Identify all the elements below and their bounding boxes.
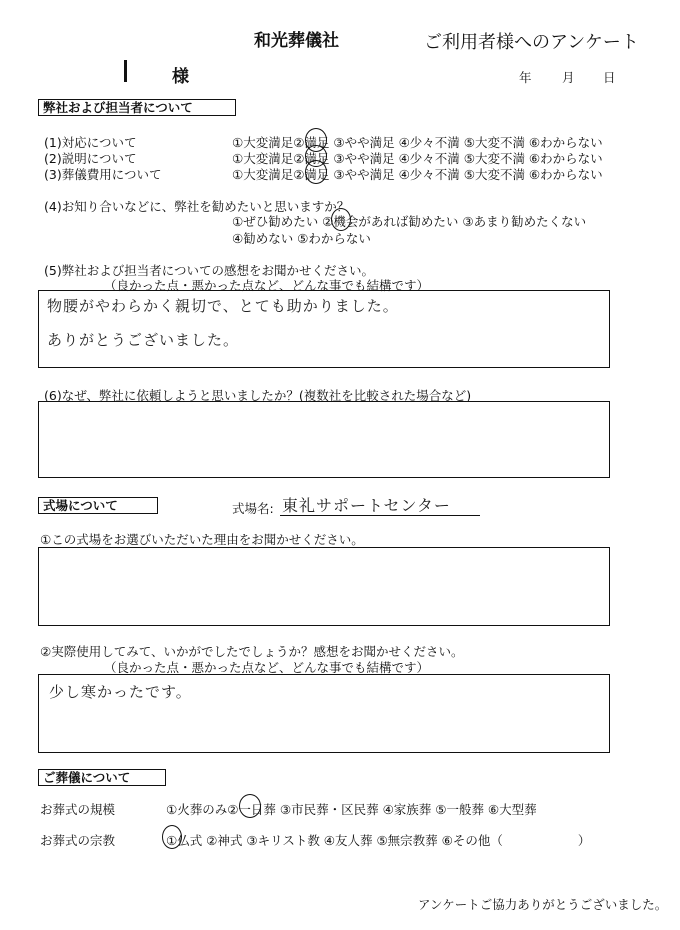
venue-q2-answer: 少し寒かったです。 xyxy=(49,683,192,701)
scale-label: お葬式の規模 xyxy=(40,802,116,817)
q6-label: (6)なぜ、弊社に依頼しようと思いましたか？(複数社を比較された場合など) xyxy=(44,388,472,403)
q5-answer-box[interactable] xyxy=(38,290,610,368)
venue-q2-label: ②実際使用してみて、いかがでしたでしょうか？感想をお聞かせください。 xyxy=(40,644,464,659)
venue-value[interactable]: 東礼サポートセンター xyxy=(282,496,451,515)
q1-options[interactable]: ①大変満足②満足 ③やや満足 ④少々不満 ⑤大変不満 ⑥わからない xyxy=(232,135,603,150)
q6-answer-box[interactable] xyxy=(38,401,610,478)
venue-q2-sublabel: （良かった点・悪かった点など、どんな事でも結構です） xyxy=(104,660,430,675)
scale-selected-circle xyxy=(239,794,261,818)
q2-options[interactable]: ①大変満足②満足 ③やや満足 ④少々不満 ⑤大変不満 ⑥わからない xyxy=(232,151,603,166)
q5-answer-line2: ありがとうございました。 xyxy=(47,331,240,349)
day-label: 日 xyxy=(603,70,616,85)
q3-selected-circle xyxy=(305,160,327,184)
religion-options[interactable]: ①仏式 ②神式 ③キリスト教 ④友人葬 ⑤無宗教葬 ⑥その他（ ） xyxy=(166,833,591,848)
venue-q2-answer-box[interactable] xyxy=(38,674,610,753)
q1-label: (1)対応について xyxy=(44,135,137,150)
section-company-heading: 弊社および担当者について xyxy=(38,99,236,116)
footer-thanks: アンケートご協力ありがとうございました。 xyxy=(418,897,668,912)
q5-sublabel: （良かった点・悪かった点など、どんな事でも結構です） xyxy=(104,278,430,293)
q4-options-line2[interactable]: ④勧めない ⑤わからない xyxy=(232,231,371,246)
month-label: 月 xyxy=(562,70,575,85)
q5-label: (5)弊社および担当者についての感想をお聞かせください。 xyxy=(44,263,374,278)
venue-label: 式場名: xyxy=(232,501,274,516)
section-venue-heading: 式場について xyxy=(38,497,158,514)
venue-q1-label: ①この式場をお選びいただいた理由をお聞かせください。 xyxy=(40,532,364,547)
q3-options[interactable]: ①大変満足②満足 ③やや満足 ④少々不満 ⑤大変不満 ⑥わからない xyxy=(232,167,603,182)
q5-answer-line1: 物腰がやわらかく親切で、とても助かりました。 xyxy=(47,297,399,315)
q4-selected-circle xyxy=(331,208,351,231)
section-funeral-heading: ご葬儀について xyxy=(38,769,166,786)
company-name: 和光葬儀社 xyxy=(254,31,339,51)
q2-label: (2)説明について xyxy=(44,151,137,166)
q4-options-line1[interactable]: ①ぜひ勧めたい ②機会があれば勧めたい ③あまり勧めたくない xyxy=(232,214,587,229)
q4-label: (4)お知り合いなどに、弊社を勧めたいと思いますか？ xyxy=(44,199,350,214)
scale-options[interactable]: ①火葬のみ②一日葬 ③市民葬・区民葬 ④家族葬 ⑤一般葬 ⑥大型葬 xyxy=(166,802,537,817)
religion-label: お葬式の宗教 xyxy=(40,833,116,848)
religion-selected-circle xyxy=(162,825,182,849)
venue-underline xyxy=(280,515,480,516)
name-mark xyxy=(124,60,127,82)
year-label: 年 xyxy=(519,70,532,85)
q3-label: (3)葬儀費用について xyxy=(44,167,162,182)
survey-title: ご利用者様へのアンケート xyxy=(424,32,639,53)
sama-label: 様 xyxy=(172,67,189,87)
venue-q1-answer-box[interactable] xyxy=(38,547,610,626)
